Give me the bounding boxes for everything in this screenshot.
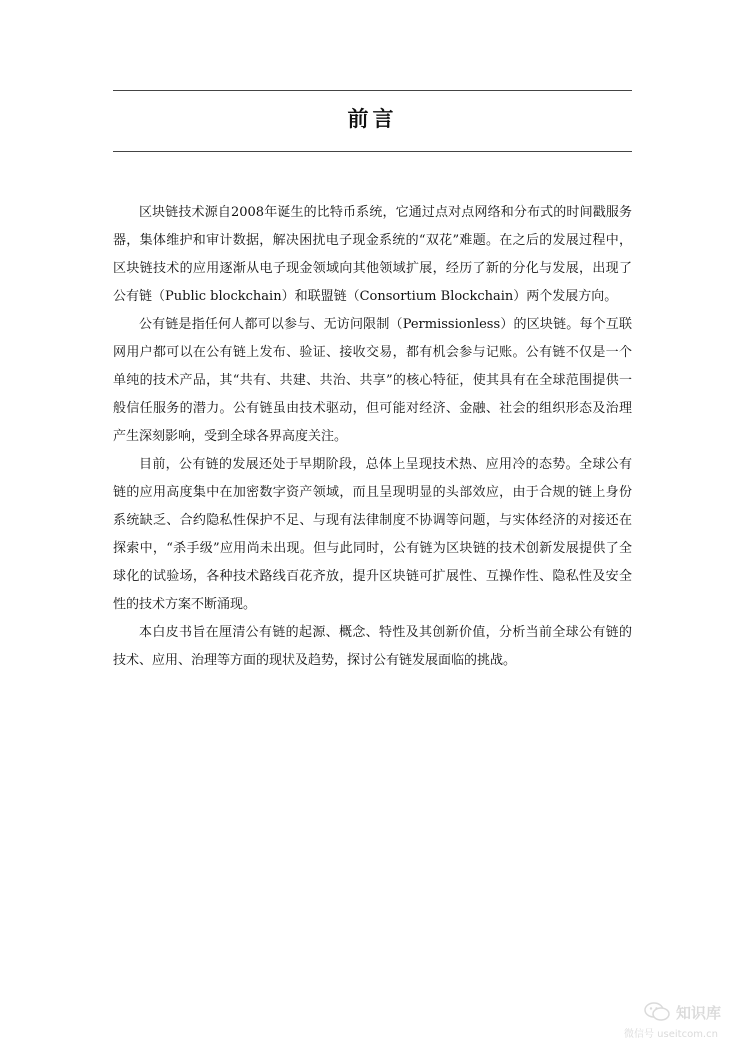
paragraph-origin: 区块链技术源自2008年诞生的比特币系统，它通过点对点网络和分布式的时间戳服务器，集体维护和审计数据，解决困扰电子现金系统的“双花”难题。在之后的发展过程中，区块链技术的应用逐渐从电子现金领域向其他领域扩展，经历了新的分化与发展，出现了公有链（Public blockchain）和联盟链（Consortium Blockchain）两个发展方向。 <box>113 205 632 304</box>
page-title: 前言 <box>347 107 398 131</box>
paragraph-definition: 公有链是指任何人都可以参与、无访问限制（Permissionless）的区块链。每个互联网用户都可以在公有链上发布、验证、接收交易，都有机会参与记账。公有链不仅是一个单纯的技术产品，其“共有、共建、共治、共享”的核心特征，使其具有在全球范围提供一般信任服务的潜力。公有链虽由技术驱动，但可能对经济、金融、社会的组织形态及治理产生深刻影响，受到全球各界高度关注。 <box>113 317 632 444</box>
watermark-brand: 知识库 <box>676 1004 722 1022</box>
wechat-icon <box>644 1002 670 1022</box>
header-rule-top <box>113 90 632 91</box>
header-rule-bottom <box>113 151 632 152</box>
paragraph-status: 目前，公有链的发展还处于早期阶段，总体上呈现技术热、应用冷的态势。全球公有链的应用高度集中在加密数字资产领域，而且呈现明显的头部效应，由于合规的链上身份系统缺乏、合约隐私性保护不足、与现有法律制度不协调等问题，与实体经济的对接还在探索中，“杀手级”应用尚未出现。但与此同时，公有链为区块链的技术创新发展提供了全球化的试验场，各种技术路线百花齐放，提升区块链可扩展性、互操作性、隐私性及安全性的技术方案不断涌现。 <box>113 457 632 612</box>
watermark <box>624 1000 734 1040</box>
document-body <box>113 199 632 675</box>
watermark-account: 微信号 useitcom.cn <box>624 1029 718 1040</box>
paragraph-purpose: 本白皮书旨在厘清公有链的起源、概念、特性及其创新价值，分析当前全球公有链的技术、应用、治理等方面的现状及趋势，探讨公有链发展面临的挑战。 <box>113 625 632 668</box>
